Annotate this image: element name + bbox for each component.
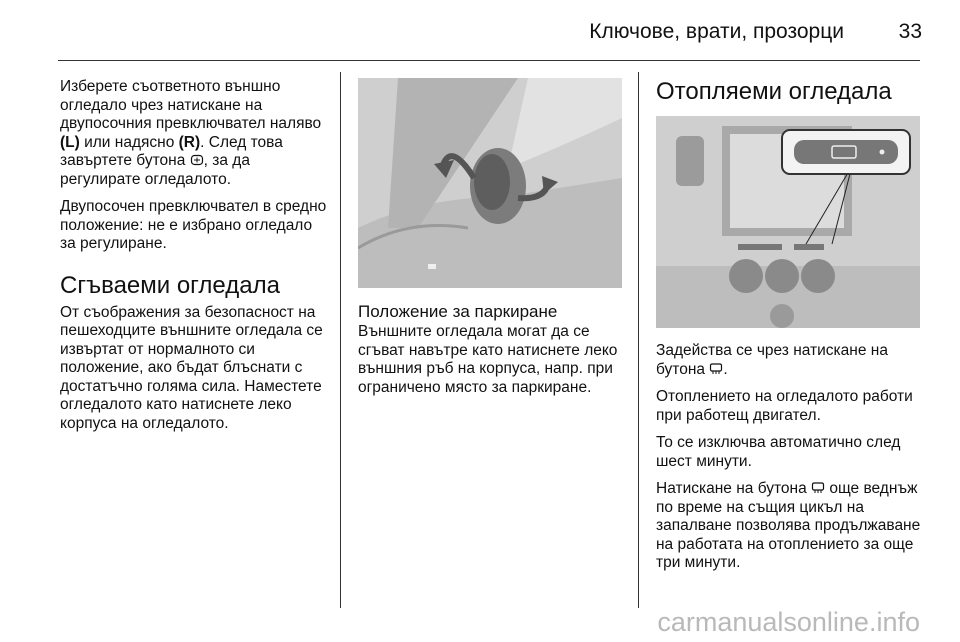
paragraph-activate-heating: Задейства се чрез натискане на бутона . <box>656 342 888 378</box>
paragraph-middle-position: Двупосочен превключвател в средно положение: не е избрано огледало за регулиране. <box>60 198 327 252</box>
page-header <box>0 0 960 62</box>
heated-mirror-icon <box>709 362 723 376</box>
header-rule <box>58 60 920 61</box>
mirror-adjust-icon <box>190 153 204 167</box>
column-left <box>60 78 328 442</box>
watermark: carmanualsonline.info <box>657 607 920 637</box>
paragraph-auto-off: То се изключва автоматично след шест минути. <box>656 434 901 470</box>
paragraph-extend-heating: Натискане на бутона още веднъж по време на същия цикъл на запалване позволява продължаване на работата на отоплението за още три минути. <box>656 480 921 571</box>
paragraph-select-mirror: Изберете съответното външно огледало чрез натискане на двупосочния превключвател наляво (L) или надясно (R). След това завъртете бутона , за да регулирате огледалото. <box>60 78 322 188</box>
column-divider-2 <box>638 72 639 608</box>
paragraph-engine-running: Отоплението на огледалото работи при работещ двигател. <box>656 388 913 424</box>
left-label: (L) <box>60 133 80 151</box>
mirror-folding-illustration <box>358 78 622 288</box>
column-middle <box>358 78 622 406</box>
column-right <box>656 78 922 582</box>
heading-parking-position: Положение за паркиране <box>358 302 558 321</box>
heated-mirror-icon <box>811 481 825 495</box>
paragraph-parking-position: Външните огледала могат да се сгъват навътре като натиснете леко външния ръб на корпуса, напр. при ограничено място за паркиране. <box>358 323 618 396</box>
heading-heated-mirrors: Отопляеми огледала <box>656 78 892 105</box>
right-label: (R) <box>178 133 201 151</box>
heated-mirror-button-illustration <box>656 116 920 328</box>
heading-folding-mirrors: Сгъваеми огледала <box>60 271 280 299</box>
paragraph-folding-mirrors: От съображения за безопасност на пешеходците външните огледала се извъртат от нормалното си положение, ако бъдат блъснати с достатъчно голяма сила. Наместете огледалото като натиснете леко корпуса на огледалото. <box>60 303 323 432</box>
running-head: Ключове, врати, прозорци <box>589 20 844 43</box>
page-number: 33 <box>898 20 922 43</box>
column-divider-1 <box>340 72 341 608</box>
